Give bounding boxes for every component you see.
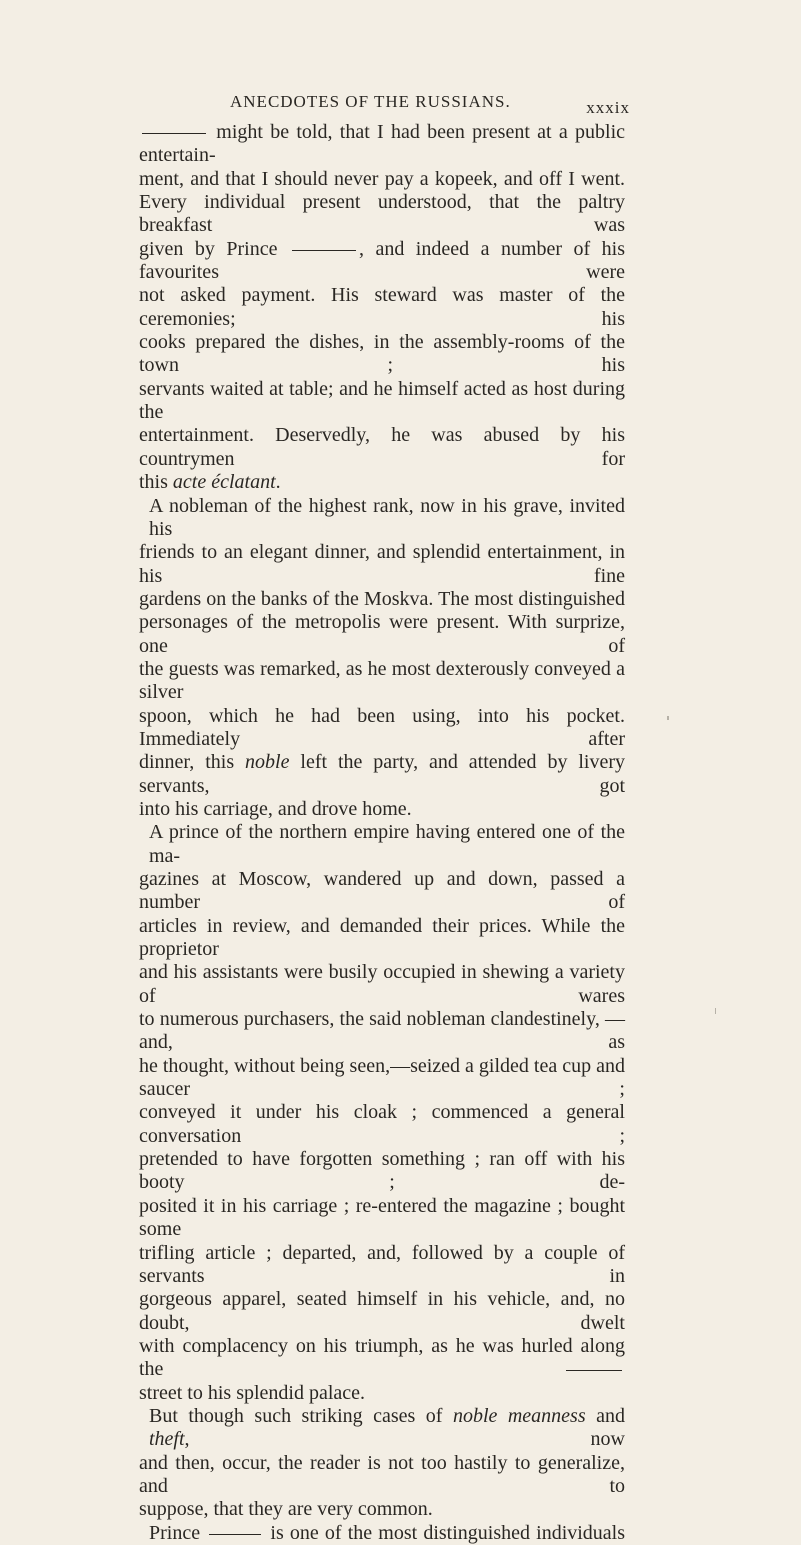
text-line: personages of the metropolis were present. With surprize, one of — [139, 611, 625, 657]
text-line: Every individual present understood, that the paltry breakfast was — [139, 191, 625, 237]
text-line: A nobleman of the highest rank, now in his grave, invited his — [149, 494, 625, 540]
paragraph-2 — [139, 495, 625, 822]
text-line: articles in review, and demanded their prices. While the proprietor — [139, 914, 625, 961]
paragraph-1 — [139, 121, 625, 495]
name-dash — [209, 1534, 261, 1535]
text-line: into his carriage, and drove home. — [139, 797, 412, 820]
text-line: friends to an elegant dinner, and splendid entertainment, in his fine — [139, 541, 625, 587]
italic-phrase: noble meanness — [452, 1404, 586, 1427]
text-line: suppose, that they are very common. — [139, 1498, 433, 1521]
text-line: and his assistants were busily occupied in shewing a variety of wares — [139, 961, 625, 1007]
name-dash — [142, 133, 206, 134]
text-line: But though such striking cases of noble meanness and theft, now — [149, 1404, 626, 1451]
text-line: servants waited at table; and he himself acted as host during the — [139, 377, 625, 424]
text-line: not asked payment. His steward was master of the ceremonies; his — [139, 284, 625, 330]
text-line: with complacency on his triumph, as he was hurled along the — [139, 1334, 625, 1381]
text-line: gorgeous apparel, seated himself in his vehicle, and, no doubt, dwelt — [139, 1288, 625, 1334]
paper-speck — [715, 1008, 716, 1014]
italic-phrase: acte éclatant — [172, 471, 276, 494]
text-line: ment, and that I should never pay a kopeek, and off I went. — [139, 167, 625, 190]
text-line: and then, occur, the reader is not too hastily to generalize, and to — [139, 1451, 625, 1497]
text-line: given by Prince , and indeed a number of his favourites were — [139, 237, 625, 284]
paragraph-4 — [139, 1405, 625, 1545]
text-line: A prince of the northern empire having entered one of the ma- — [149, 821, 625, 867]
paragraph-3 — [139, 821, 625, 1405]
name-dash — [292, 250, 356, 251]
text-line: gardens on the banks of the Moskva. The most distinguished — [139, 587, 625, 610]
text-line: the guests was remarked, as he most dexterously conveyed a silver — [139, 657, 625, 704]
text-line: trifling article ; departed, and, followed by a couple of servants in — [139, 1241, 625, 1287]
text-line: this acte éclatant. — [139, 471, 281, 494]
text-line: spoon, which he had been using, into his pocket. Immediately after — [139, 704, 625, 750]
text-line: might be told, that I had been present at a public entertain- — [139, 121, 626, 167]
italic-word: noble — [245, 751, 290, 774]
text-line: gazines at Moscow, wandered up and down, passed a number of — [139, 868, 625, 914]
name-dash — [566, 1370, 622, 1371]
running-head-title: ANECDOTES OF THE RUSSIANS. — [230, 92, 511, 111]
page-number: xxxix — [586, 98, 630, 117]
text-line: posited it in his carriage ; re-entered the magazine ; bought some — [139, 1194, 625, 1241]
paper-speck — [667, 716, 669, 720]
text-line: entertainment. Deservedly, he was abused by his countrymen for — [139, 424, 625, 470]
text-line: pretended to have forgotten something ; ran off with his booty ; de- — [139, 1148, 625, 1194]
text-line: Prince is one of the most distinguished individuals — [149, 1521, 626, 1544]
text-line: he thought, without being seen,—seized a gilded tea cup and saucer ; — [139, 1054, 625, 1101]
running-head — [230, 92, 630, 116]
text-line: cooks prepared the dishes, in the assembly-rooms of the town ; his — [139, 331, 625, 377]
text-line: dinner, this noble left the party, and attended by livery servants, got — [139, 751, 626, 797]
text-line: to numerous purchasers, the said nobleman clandestinely, — and, as — [139, 1008, 625, 1054]
italic-word: theft — [149, 1428, 185, 1451]
body-text — [139, 121, 625, 1545]
text-line: conveyed it under his cloak ; commenced a general conversation ; — [139, 1101, 625, 1147]
text-line: street to his splendid palace. — [139, 1381, 366, 1404]
